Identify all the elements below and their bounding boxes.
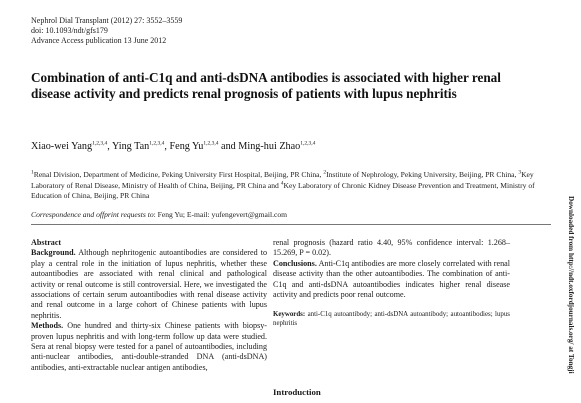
- affil-text: Renal Division, Department of Medicine, Peking University First Hospital, Beijing, PR China,: [33, 170, 324, 179]
- author-affil-sup: 1,2,3,4: [149, 140, 165, 147]
- journal-citation: Nephrol Dial Transplant (2012) 27: 3552–3559: [31, 16, 183, 25]
- affil-text: Key Laboratory of Chronic Kidney Disease Prevention and Treatment, Ministry of Education of China, Beijing, PR China: [31, 180, 535, 201]
- conclusions-text: Anti-C1q antibodies are more closely correlated with renal disease activity than the other autoantibodies. The combination of anti-C1q and anti-dsDNA autoantibodies indicates higher renal disease activity and predicts poor renal outcome.: [273, 258, 510, 300]
- advance-access-date: Advance Access publication 13 June 2012: [31, 36, 167, 45]
- abstract-background: [31, 248, 267, 321]
- abstract-left-column: [31, 238, 267, 373]
- author-name: , Feng Yu: [164, 141, 204, 152]
- author-name: and Ming-hui Zhao: [218, 141, 301, 152]
- correspondence-label: Correspondence and offprint requests to: [31, 210, 154, 219]
- affil-sup: 1: [31, 169, 34, 176]
- abstract-right-column: [273, 238, 510, 328]
- author-list: [31, 141, 315, 152]
- correspondence-text: : Feng Yu; E-mail: yufengevert@gmail.com: [153, 210, 288, 219]
- affil-sup: 3: [518, 169, 522, 176]
- results-continuation: renal prognosis (hazard ratio 4.40, 95% confidence interval: 1.268–15.269, P = 0.02).: [273, 238, 510, 258]
- abstract-heading: Abstract: [31, 238, 62, 247]
- affil-text: Key Laboratory of Renal Disease, Ministry of Health of China, Beijing, PR China and: [31, 170, 534, 190]
- conclusions-label: Conclusions.: [273, 258, 317, 268]
- author-name: Xiao-wei Yang: [31, 141, 93, 152]
- author-affil-sup: 1,2,3,4: [300, 140, 316, 147]
- keywords: [273, 310, 510, 328]
- background-text: Although nephritogenic autoantibodies are considered to play a central role in the initiation of lupus nephritis, whether these autoantibodies are associated with renal clinical and pathological activity or renal outcome is still controversial. Here, we investigated the associations of certain serum autoantibodies with renal disease activity and renal outcome in a large cohort of Chinese patients with lupus nephritis.: [31, 248, 267, 320]
- abstract-conclusions: [273, 259, 510, 301]
- journal-doi: doi: 10.1093/ndt/gfs179: [31, 26, 108, 35]
- author-name: , Ying Tan: [107, 141, 150, 152]
- affil-sup: 2: [323, 169, 327, 176]
- download-link-text[interactable]: Downloaded from http://ndt.oxfordjournals.org/ at Tongji: [567, 196, 575, 374]
- paper-title: Combination of anti-C1q and anti-dsDNA antibodies is associated with higher renal disease activity and predicts renal prognosis of patients with lupus nephritis: [31, 70, 501, 101]
- introduction-heading: Introduction: [273, 387, 321, 397]
- author-affil-sup: 1,2,3,4: [203, 140, 219, 147]
- abstract-methods: [31, 321, 267, 373]
- background-label: Background.: [31, 248, 76, 258]
- header-divider: [31, 224, 551, 225]
- affiliations: [31, 170, 551, 202]
- affil-text: Institute of Nephrology, Peking University, Beijing, PR China,: [326, 170, 519, 179]
- methods-text: One hundred and thirty-six Chinese patients with biopsy-proven lupus nephritis and with long-term follow up data were studied. Sera at renal biopsy were tested for a panel of autoantibodies, including anti-nuclear antibodies, anti-double-stranded DNA (anti-dsDNA) antibodies, anti-extractable nuclear antigen antibodies,: [31, 321, 267, 372]
- correspondence: [31, 210, 287, 219]
- download-watermark: [566, 196, 576, 403]
- affil-sup: 4: [280, 180, 284, 187]
- keywords-label: Keywords:: [273, 311, 306, 319]
- keywords-text: anti-C1q autoantibody; anti-dsDNA autoantibody; autoantibodies; lupus nephritis: [273, 311, 510, 328]
- methods-label: Methods.: [31, 321, 64, 331]
- author-affil-sup: 1,2,3,4: [92, 140, 108, 147]
